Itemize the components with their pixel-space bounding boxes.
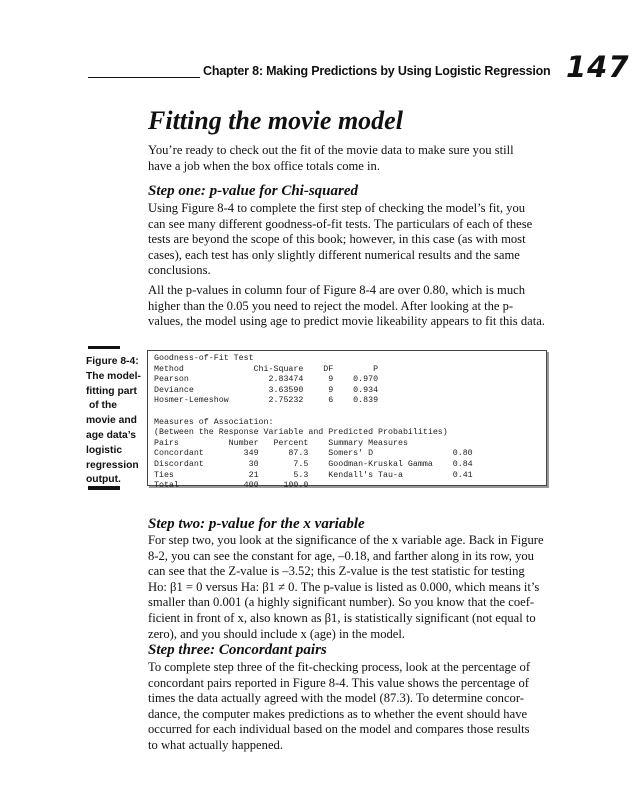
- step-three-heading: Step three: Concordant pairs: [148, 642, 327, 658]
- step-one-paragraph-1: Using Figure 8-4 to complete the first step of checking the model’s fit, you can see many different goodness-of-fit tests. The particulars of each of these tests are beyond the scope of this book; however, in this case (as with most cases), each test has only slightly different numerical results and the same conclusions.: [148, 201, 533, 278]
- caption-bottom-bar: [88, 486, 120, 490]
- page-number: 147: [566, 50, 630, 84]
- step-two-paragraph: For step two, you look at the significance of the x variable age. Back in Figure 8-2, you can see the constant for age, –0.18, and farther along in its row, you can see that the Z-value is –3.52; this Z-value is the test statistic for testing Ho: β1 = 0 versus Ha: β1 ≠ 0. The p-value is listed as 0.000, which means it’s smaller than 0.001 (a highly significant number). So you know that the coef- ficient in front of x, also known as β1, is statistically significant (not equal to zero), and you should include x (age) in the model.: [148, 533, 544, 641]
- section-title: Fitting the movie model: [148, 106, 403, 135]
- step-three-paragraph: To complete step three of the fit-checking process, look at the percentage of concordant pairs reported in Figure 8-4. This value shows the percentage of times the data actually agreed with the model (87.3). To determine concor- dance, the computer makes predictions as to whether the event should have occurred for each individual based on the model and compares those results to what actually happened.: [148, 660, 531, 752]
- step-one-heading: Step one: p-value for Chi-squared: [148, 183, 358, 199]
- figure-caption: Figure 8-4: The model- fitting part of the movie and age data’s logistic regression output.: [86, 356, 141, 486]
- header-rule: [88, 77, 200, 78]
- intro-paragraph: You’re ready to check out the fit of the movie data to make sure you still have a job when the box office totals come in.: [148, 143, 514, 173]
- running-header: Chapter 8: Making Predictions by Using Logistic Regression: [203, 64, 551, 78]
- figure-output-box: [147, 350, 547, 491]
- step-one-paragraph-2: All the p-values in column four of Figure 8-4 are over 0.80, which is much higher than the 0.05 you need to reject the model. After looking at the p- values, the model using age to predict movie likeability appears to fit this data.: [148, 283, 545, 329]
- step-two-heading: Step two: p-value for the x variable: [148, 516, 365, 532]
- figure-output-text: Goodness-of-Fit Test Method Chi-Square DF P Pearson 2.83474 9 0.970 Deviance 3.63590 9 0.934 Hosmer-Lemeshow 2.75232 6 0.839 Measures of Association: (Between the Response Variable and Predicted Probabilities) Pairs Number Percent Summary Measures Concordant 349 87.3 Somers' D 0.80 Discordant 30 7.5 Goodman-Kruskal Gamma 0.84 Ties 21 5.3 Kendall's Tau-a 0.41 Total 400 100.0: [154, 354, 473, 491]
- caption-top-bar: [88, 346, 120, 349]
